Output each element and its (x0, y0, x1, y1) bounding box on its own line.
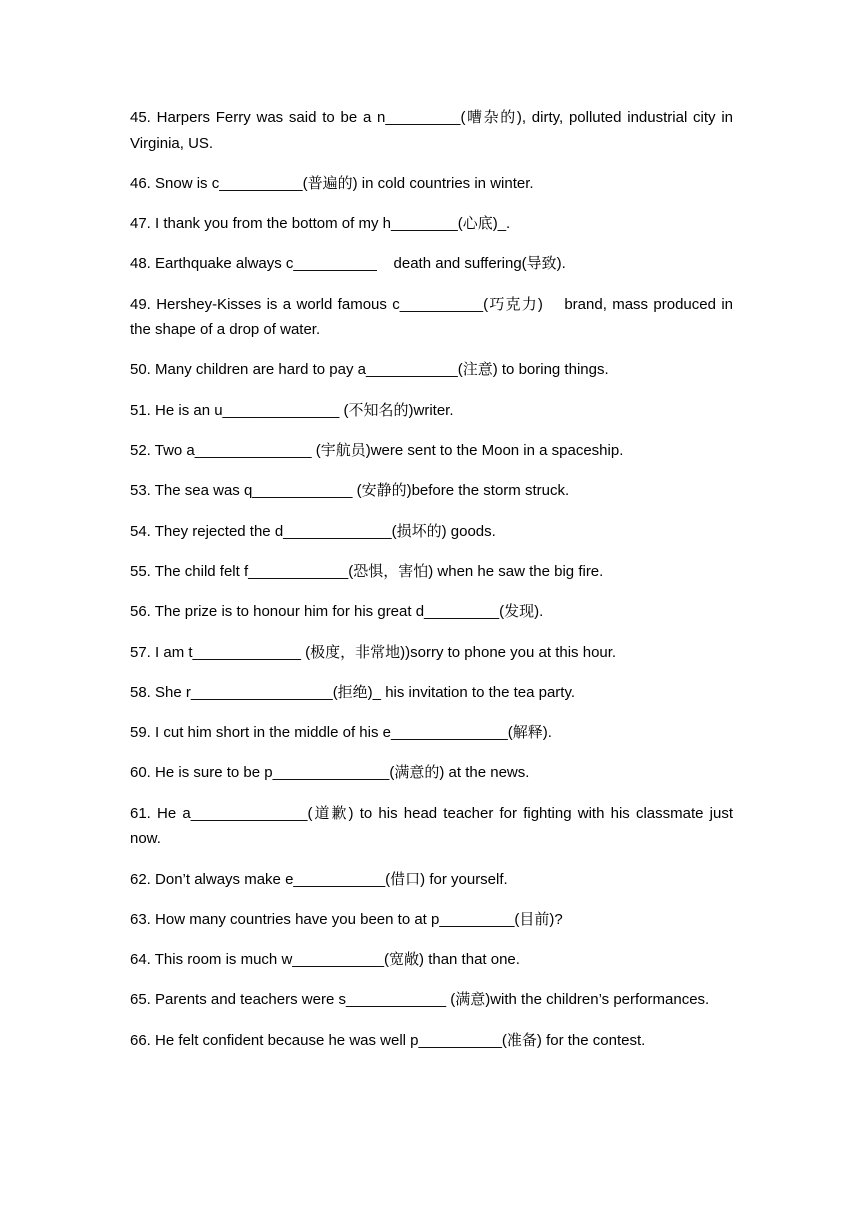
question-55: 55. The child felt f____________(恐惧，害怕) when he saw the big fire. (130, 562, 604, 580)
question-45: 45. Harpers Ferry was said to be a n_________(嘈杂的), dirty, polluted industrial city in Virginia, US. (130, 109, 733, 152)
question-46: 46. Snow is c__________(普遍的) in cold countries in winter. (130, 174, 534, 192)
question-49: 49. Hershey-Kisses is a world famous c__________(巧克力) brand, mass produced in the shape of a drop of water. (130, 295, 738, 339)
question-54: 54. They rejected the d_____________(损坏的) goods. (130, 522, 496, 540)
question-56: 56. The prize is to honour him for his great d_________(发现). (130, 603, 544, 621)
question-50: 50. Many children are hard to pay a___________(注意) to boring things. (130, 361, 609, 379)
question-64: 64. This room is much w___________(宽敞) than that one. (130, 951, 520, 969)
question-61: 61. He a______________(道歉) to his head teacher for fighting with his classmate just now. (130, 804, 733, 848)
question-57: 57. I am t_____________ (极度，非常地))sorry to phone you at this hour. (130, 643, 617, 661)
question-58: 58. She r_________________(拒绝)_ his invitation to the tea party. (130, 683, 576, 701)
question-60: 60. He is sure to be p______________(满意的) at the news. (130, 764, 530, 782)
question-65: 65. Parents and teachers were s____________ (满意)with the children’s performances. (130, 991, 710, 1009)
question-51: 51. He is an u______________ (不知名的)writer. (130, 401, 454, 419)
question-66: 66. He felt confident because he was well p__________(准备) for the contest. (130, 1031, 646, 1049)
question-53: 53. The sea was q____________ (安静的)before the storm struck. (130, 482, 570, 500)
question-47: 47. I thank you from the bottom of my h________(心底)_. (130, 215, 511, 233)
exercise-list (130, 105, 738, 1068)
question-48: 48. Earthquake always c__________ death and suffering(导致). (130, 255, 566, 273)
question-52: 52. Two a______________ (宇航员)were sent to the Moon in a spaceship. (130, 442, 624, 460)
question-59: 59. I cut him short in the middle of his e______________(解释). (130, 724, 552, 742)
question-63: 63. How many countries have you been to at p_________(目前)? (130, 910, 563, 928)
question-62: 62. Don’t always make e___________(借口) for yourself. (130, 870, 508, 888)
